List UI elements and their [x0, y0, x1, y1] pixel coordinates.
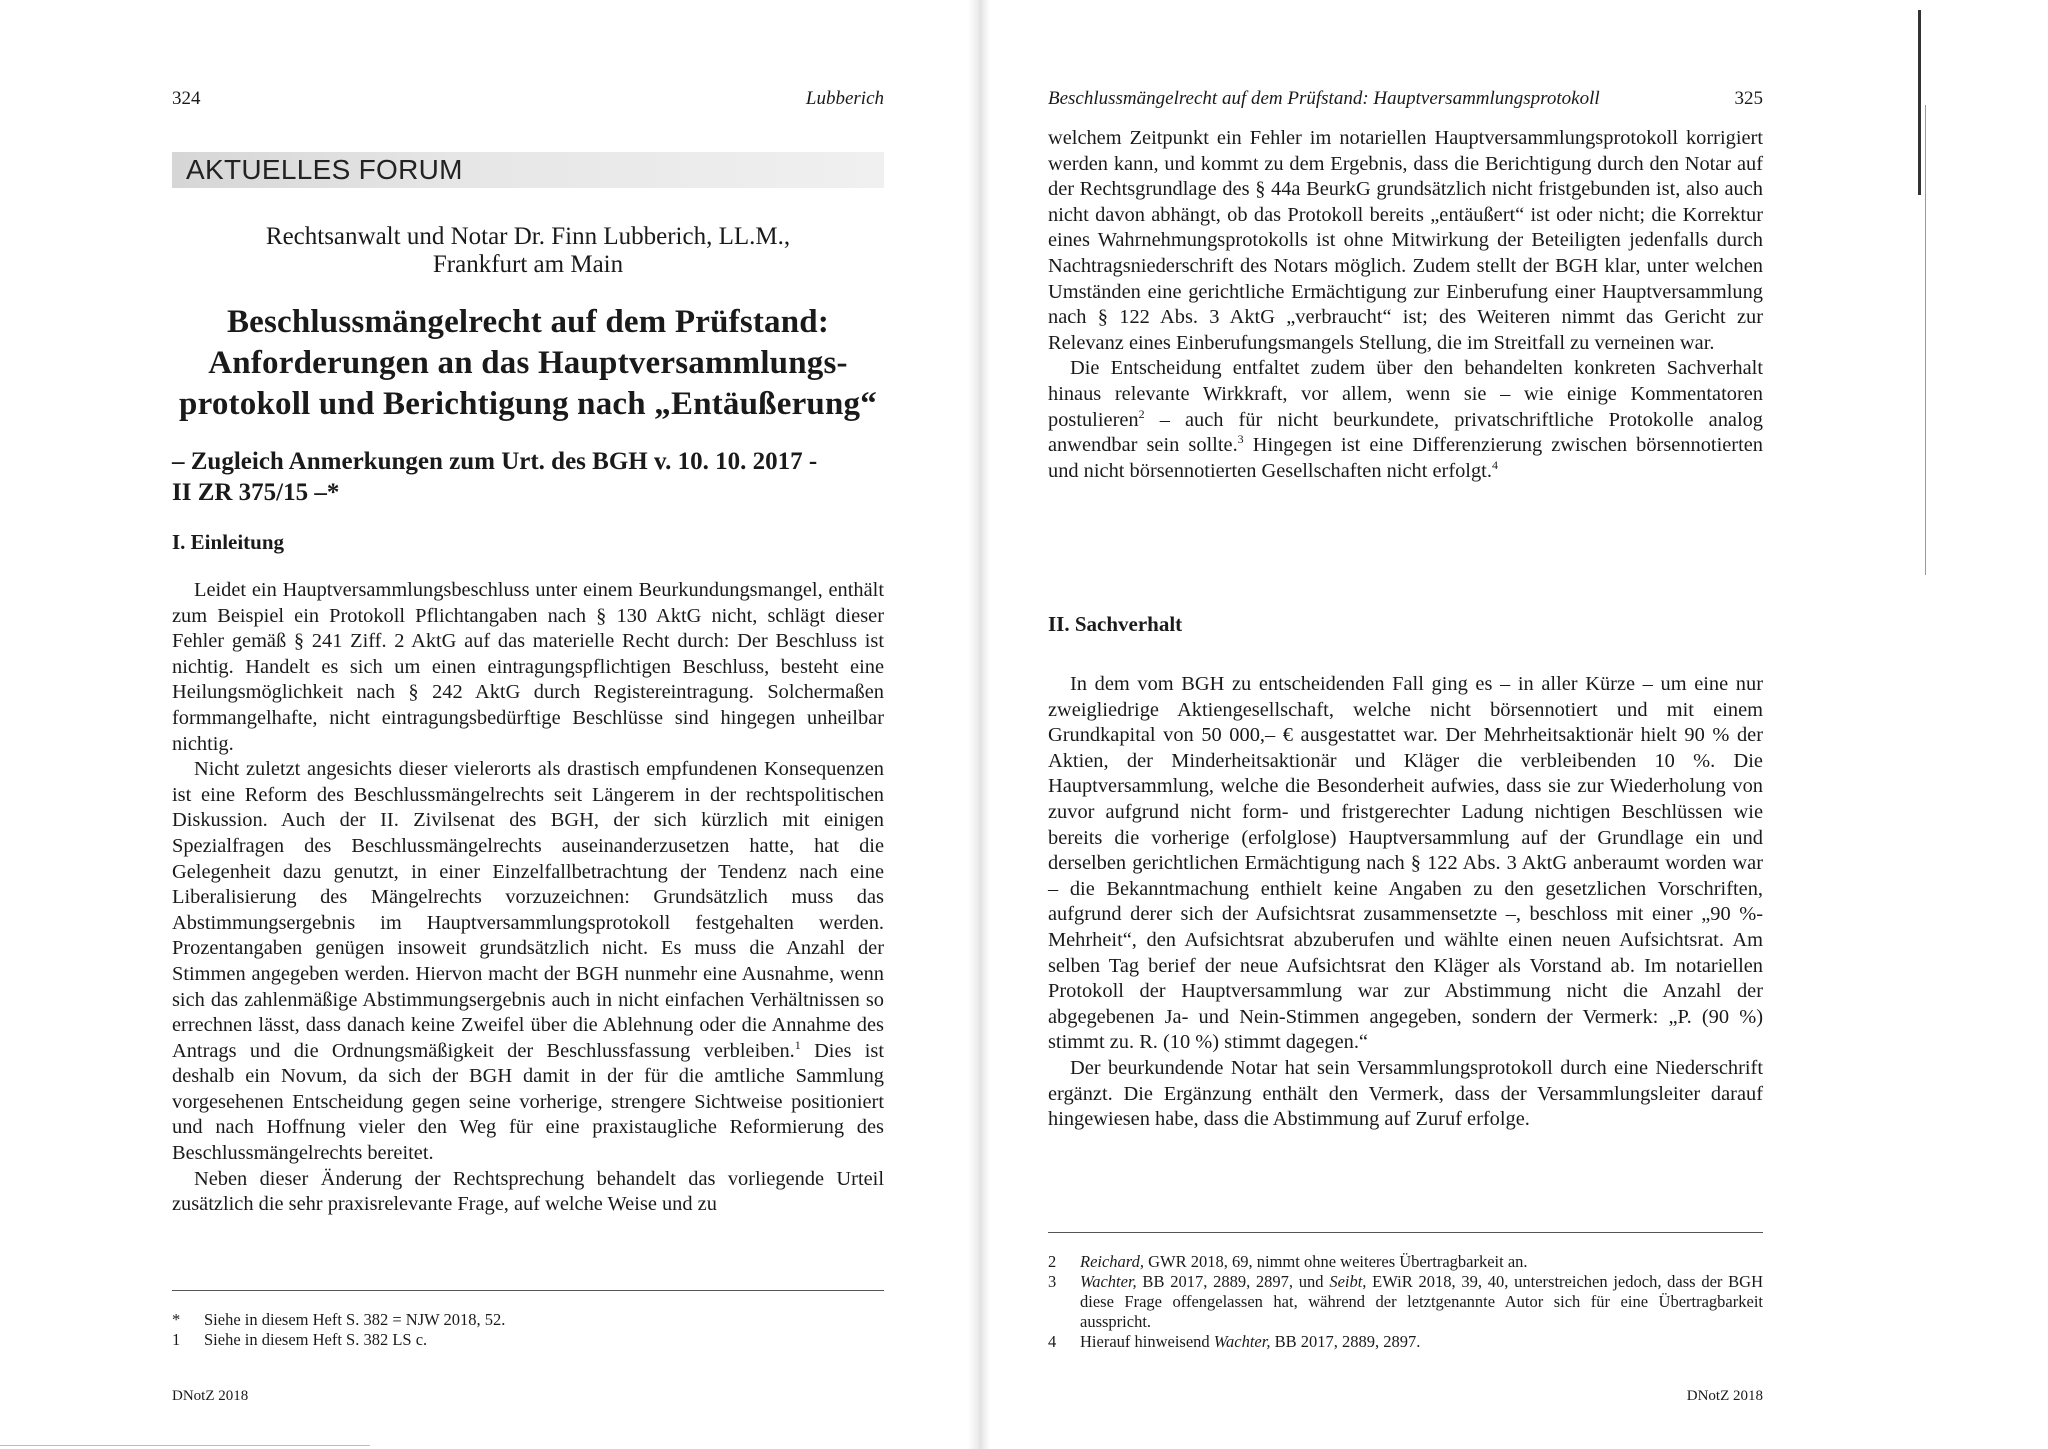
section-heading-einleitung: I. Einleitung	[172, 530, 285, 554]
paragraph-1: Leidet ein Hauptversammlungsbeschluss unter einem Beurkundungsmangel, enthält zum Beispiel ein Protokoll Pflichtangaben nach § 130 AktG nicht, schlägt dieser Fehler gemäß § 241 Ziff. 2 AktG auf das materielle Recht durch: Der Beschluss ist nichtig. Handelt es sich um einen eintragungspflichtigen Beschluss, besteht eine Heilungsmöglichkeit nach § 242 AktG durch Registereintragung. Solchermaßen formmangelhafte, nicht eintragungsbedürftige Beschlüsse sind hingegen unheilbar nichtig.	[172, 579, 884, 755]
article-title-line-2: Anforderungen an das Hauptversammlungs-	[208, 345, 848, 381]
right-journal-footer: DNotZ 2018	[1686, 1388, 1763, 1404]
paragraph-entscheidung-c: Hingegen ist eine Differenzierung zwischen börsennotierten und nicht börsennotierten Gesellschaften nicht erfolgt.	[1048, 434, 1763, 482]
article-title-line-1: Beschlussmängelrecht auf dem Prüfstand:	[226, 304, 830, 340]
footnote-author-2: Seibt,	[1329, 1272, 1367, 1291]
footnote-1	[172, 1330, 884, 1350]
right-page-number: 325	[1734, 88, 1763, 109]
left-page-number: 324	[172, 88, 201, 109]
subtitle-line-1: – Zugleich Anmerkungen zum Urt. des BGH v. 10. 10. 2017 -	[172, 448, 818, 475]
subtitle-line-2: II ZR 375/15 –*	[172, 479, 340, 506]
footnote-author: Wachter,	[1213, 1332, 1271, 1351]
footnote-ref-2: 2	[1138, 406, 1145, 421]
paragraph-2-tail: Dies ist deshalb ein Novum, da sich der BGH damit in der für die amtliche Sammlung vorgesehenen Entscheidung gegen seine vorherige, strengere Sichtweise positioniert und nach Hoffnung vieler den Weg für eine praxistaugliche Reformierung des Beschlussmängelrechts bereitet.	[172, 1039, 884, 1165]
footnote-rule-right	[1048, 1232, 1763, 1233]
footnote-text	[1080, 1272, 1763, 1332]
footnote-body: GWR 2018, 69, nimmt ohne weiteres Übertragbarkeit an.	[1144, 1252, 1528, 1271]
left-footnotes	[172, 1310, 884, 1350]
footnote-body-2: EWiR 2018, 39, 40, unterstreichen jedoch, dass der BGH diese Frage offengelassen hat, während der letztgenannte Autor sich für eine Übertragbarkeit ausspricht.	[1080, 1272, 1763, 1331]
footnote-text	[1080, 1252, 1763, 1272]
section-heading-sachverhalt: II. Sachverhalt	[1048, 612, 1183, 636]
right-footnotes	[1048, 1252, 1763, 1352]
paragraph-entscheidung-a: Die Entscheidung entfaltet zudem über den behandelten konkreten Sachverhalt hinaus relevante Wirkkraft, vor allem, wenn sie – wie einige Kommentatoren postulieren	[1048, 357, 1763, 431]
left-journal-footer: DNotZ 2018	[172, 1388, 249, 1404]
footnote-ref-3: 3	[1237, 432, 1244, 447]
forum-banner: AKTUELLES FORUM	[172, 152, 884, 188]
paragraph-notar: Der beurkundende Notar hat sein Versammlungsprotokoll durch eine Niederschrift ergänzt. Die Ergänzung enthält den Vermerk, dass der Versammlungsleiter darauf hingewiesen habe, dass die Abstimmung auf Zuruf erfolge.	[1048, 1056, 1763, 1131]
paragraph-entscheidung	[1048, 356, 1763, 484]
paragraph-entscheidung-b: – auch für nicht beurkundete, privatschriftliche Protokolle analog anwendbar sein sollte.	[1048, 408, 1763, 457]
left-page	[0, 0, 985, 1449]
footnote-body: BB 2017, 2889, 2897.	[1270, 1332, 1421, 1351]
footnote-rule-left	[172, 1290, 884, 1291]
article-title-line-3: protokoll und Berichtigung nach „Entäußerung“	[179, 386, 877, 422]
right-body-lower	[1048, 672, 1763, 1133]
paragraph-2	[172, 757, 884, 1167]
footnote-text: Siehe in diesem Heft S. 382 = NJW 2018, 52.	[204, 1310, 506, 1329]
author-line-1: Rechtsanwalt und Notar Dr. Finn Lubberich, LL.M.,	[265, 223, 791, 250]
right-running-head: Beschlussmängelrecht auf dem Prüfstand: Hauptversammlungsprotokoll	[1048, 88, 1600, 109]
footnote-star	[172, 1310, 884, 1330]
left-running-head: Lubberich	[805, 88, 884, 109]
left-body-text	[172, 578, 884, 1218]
footnote-mark: 1	[172, 1330, 181, 1349]
paragraph-2-text: Nicht zuletzt angesichts dieser vielerorts als drastisch empfundenen Konsequenzen ist eine Reform des Beschlussmängelrechts seit Längerem in der rechtspolitischen Diskussion. Auch der II. Zivilsenat des BGH, der sich kürzlich mit einigen Spezialfragen des Beschlussmängelrechts auseinanderzusetzen hatte, hat die Gelegenheit dazu genutzt, in einer Einzelfallbetrachtung der Tendenz nach eine Liberalisierung des Mängelrechts vorzuzeichnen: Grundsätzlich muss das Abstimmungsergebnis im Hauptversammlungsprotokoll festgehalten werden. Prozentangaben genügen insoweit grundsätzlich nicht. Es muss die Anzahl der Stimmen angegeben werden. Hiervon macht der BGH nunmehr eine Ausnahme, wenn sich das zahlenmäßige Abstimmungsergebnis auch in nicht einfachen Verhältnissen so errechnen lässt, dass danach keine Zweifel über die Ablehnung oder die Annahme des Antrags und die Ordnungsmäßigkeit der Beschlussfassung verbleiben.	[172, 758, 884, 1062]
author-line-2: Frankfurt am Main	[432, 251, 624, 278]
footnote-author: Reichard,	[1080, 1252, 1144, 1271]
footnote-text	[1080, 1332, 1763, 1352]
footnote-author: Wachter,	[1080, 1272, 1137, 1291]
right-body-upper	[1048, 126, 1763, 484]
footnote-ref-1: 1	[794, 1037, 801, 1052]
paragraph-continued: welchem Zeitpunkt ein Fehler im notariellen Hauptversammlungsprotokoll korrigiert werden kann, und kommt zu dem Ergebnis, dass die Berichtigung durch den Notar auf der Rechtsgrundlage des § 44a BeurkG grundsätzlich nicht fristgebunden ist, also auch nicht davon abhängt, ob das Protokoll bereits „entäußert“ ist oder nicht; die Korrektur eines Wahrnehmungsprotokolls ist ohne Mitwirkung der Beteiligten jedenfalls durch Nachtragsniederschrift des Notars möglich. Zudem stellt der BGH klar, unter welchen Umständen eine gerichtliche Ermächtigung zur Einberufung einer Hauptversammlung nach § 122 Abs. 3 AktG „verbraucht“ ist; des Weiteren nimmt das Gericht zur Relevanz eines Einberufungsmangels Stellung, die im Streitfall zu verneinen war.	[1048, 127, 1763, 354]
footnote-prefix: Hierauf hinweisend	[1080, 1332, 1214, 1351]
paragraph-sachverhalt: In dem vom BGH zu entscheidenden Fall ging es – in aller Kürze – um eine nur zweigliedrige Aktiengesellschaft, welche nicht börsennotiert und mit einem Grundkapital von 50 000,– € ausgestattet war. Der Mehrheitsaktionär hielt 90 % der Aktien, der Minderheitsaktionär und Kläger die verbleibenden 10 %. Die Hauptversammlung, welche die Besonderheit aufwies, dass sie zur Wiederholung von zuvor aufgrund nicht form- und fristgerechter Ladung nichtigen Beschlüssen wie bereits die vorherige (erfolglose) Hauptversammlung auf der Grundlage ein und derselben gerichtlichen Ermächtigung nach § 122 Abs. 3 AktG anberaumt worden war – die Bekanntmachung enthielt keine Angaben zu den gesetzlichen Vorschriften, aufgrund derer sich der Aufsichtsrat zusammensetzte –, beschloss mit einer „90 %-Mehrheit“, den Aufsichtsrat abzuberufen und wählte einen neuen Aufsichtsrat. Am selben Tag berief der neue Aufsichtsrat den Kläger als Vorstand ab. Im notariellen Protokoll der Hauptversammlung war zur Abstimmung nicht die Anzahl der abgegebenen Ja- und Nein-Stimmen angegeben, sondern der Vermerk: „P. (90 %) stimmt zu. R. (10 %) stimmt dagegen.“	[1048, 673, 1763, 1054]
footnote-mark: 4	[1048, 1332, 1057, 1351]
right-page	[985, 0, 2048, 1449]
footnote-4	[1048, 1332, 1763, 1352]
footnote-2	[1048, 1252, 1763, 1272]
footnote-mark: 2	[1048, 1252, 1057, 1271]
footnote-text: Siehe in diesem Heft S. 382 LS c.	[204, 1330, 428, 1349]
footnote-ref-4: 4	[1491, 457, 1498, 472]
footnote-body: BB 2017, 2889, 2897, und	[1136, 1272, 1330, 1291]
footnote-mark: 3	[1048, 1272, 1057, 1291]
footnote-3	[1048, 1272, 1763, 1332]
footnote-mark: *	[172, 1310, 181, 1329]
paragraph-3: Neben dieser Änderung der Rechtsprechung behandelt das vorliegende Urteil zusätzlich die sehr praxisrelevante Frage, auf welche Weise und zu	[172, 1167, 884, 1216]
